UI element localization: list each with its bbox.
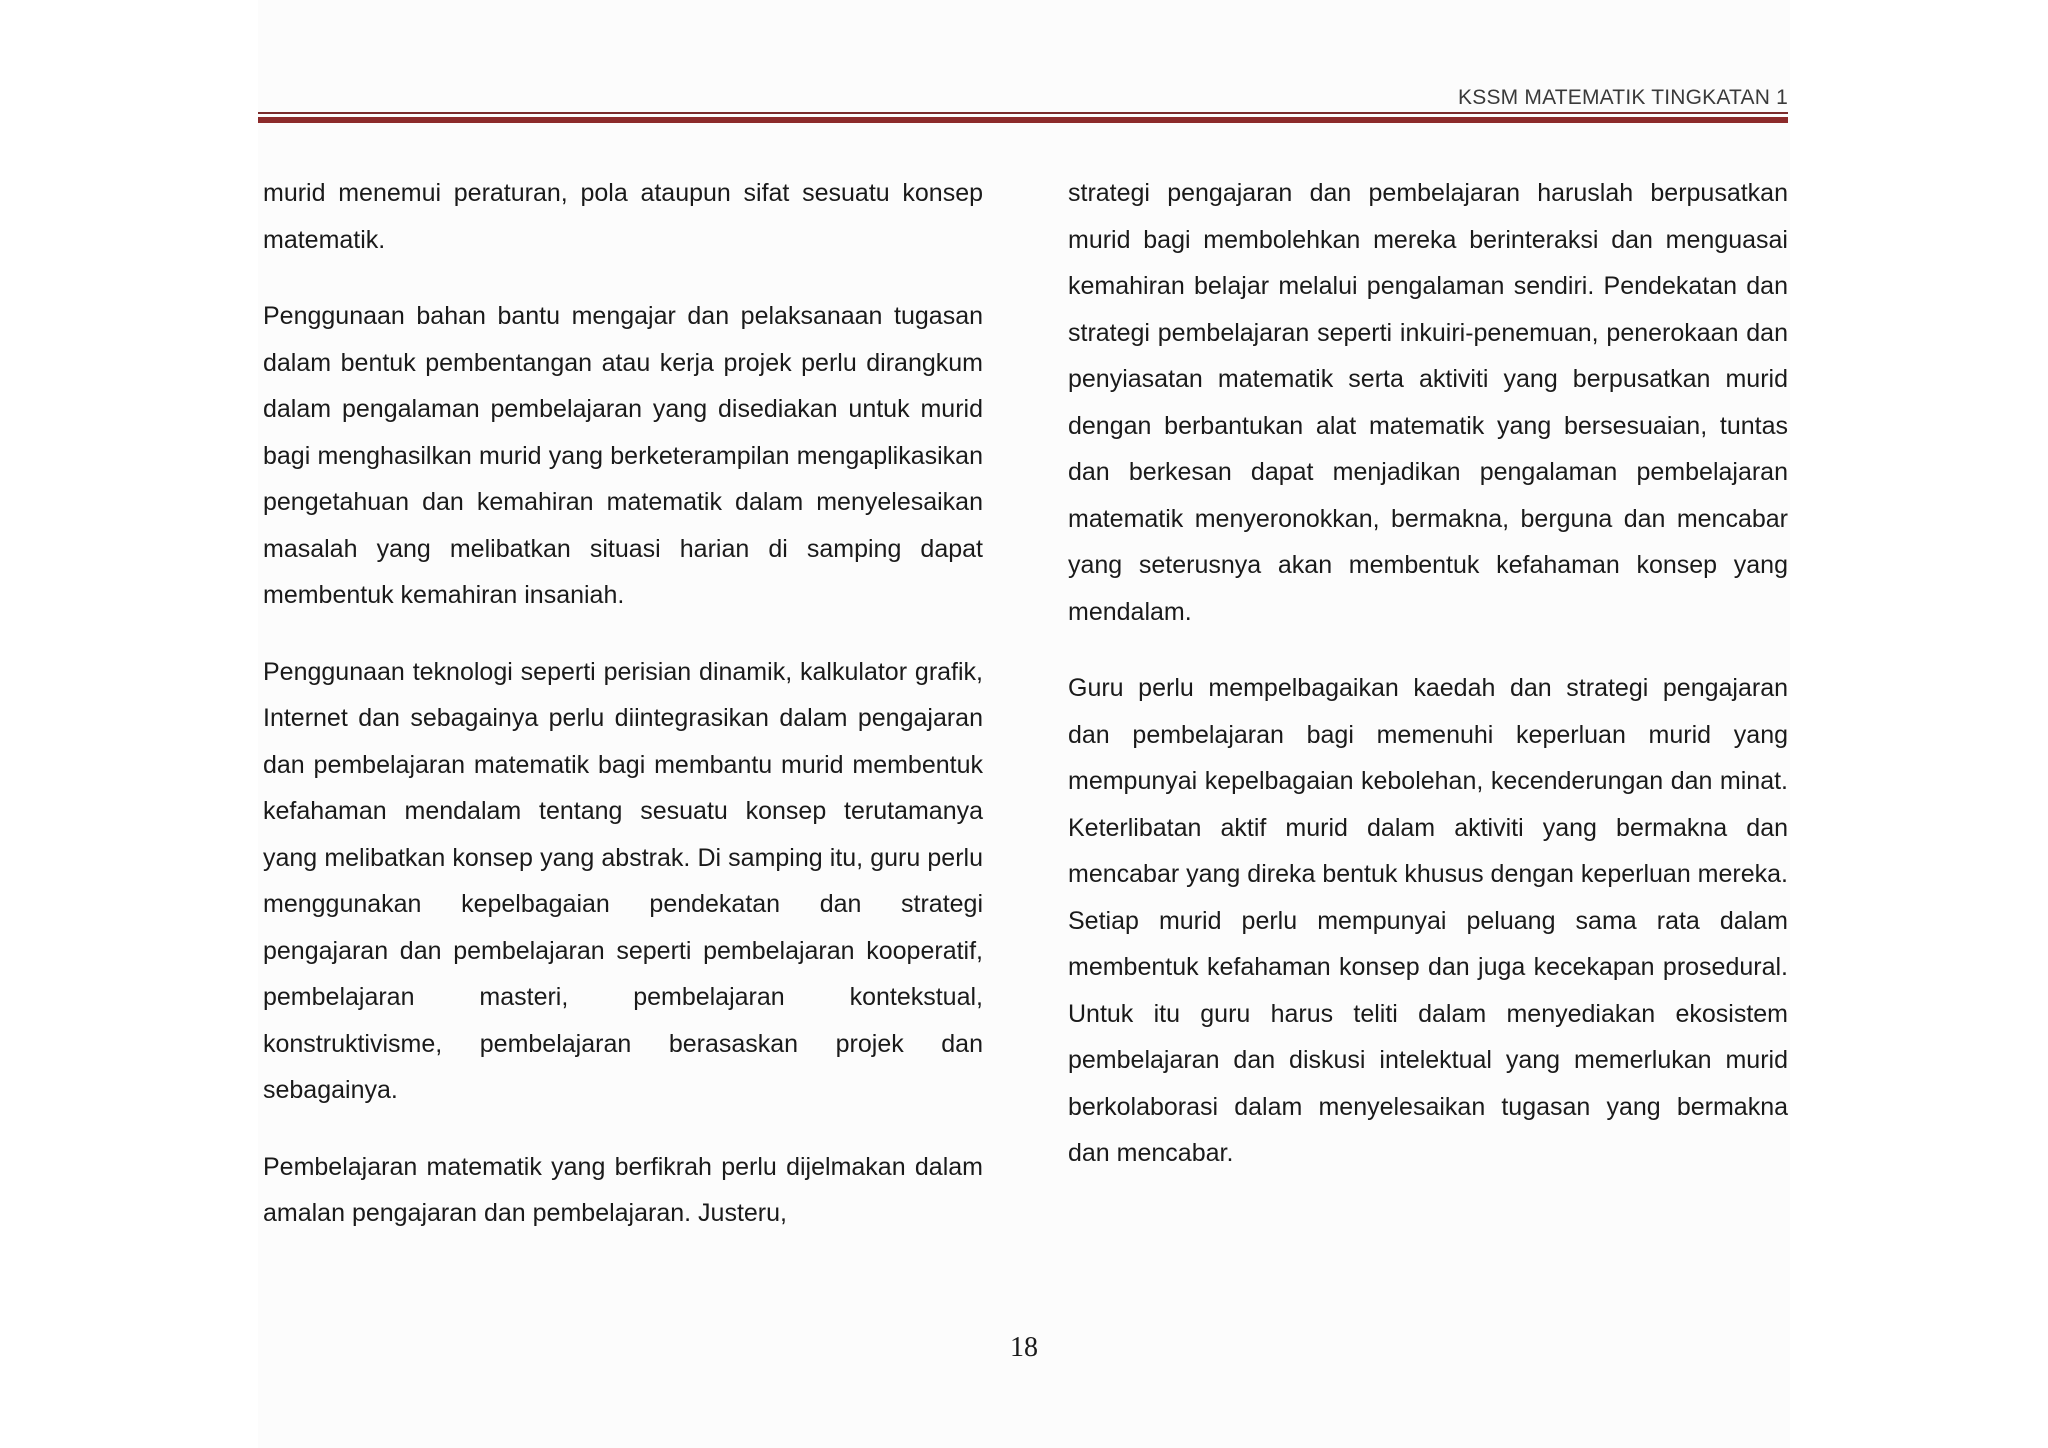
header-rule-thin	[258, 112, 1788, 114]
header-rule-thick	[258, 117, 1788, 123]
left-column	[263, 170, 983, 1267]
paragraph: Pembelajaran matematik yang berfikrah perlu dijelmakan dalam amalan pengajaran dan pembelajaran. Justeru,	[263, 1152, 983, 1227]
paragraph: Penggunaan teknologi seperti perisian dinamik, kalkulator grafik, Internet dan sebagainya perlu diintegrasikan dalam pengajaran dan pembelajaran matematik bagi membantu murid membentuk kefahaman mendalam tentang sesuatu konsep terutamanya yang melibatkan konsep yang abstrak. Di samping itu, guru perlu menggunakan kepelbagaian pendekatan dan strategi pengajaran dan pembelajaran seperti pembelajaran kooperatif, pembelajaran masteri, pembelajaran kontekstual, konstruktivisme, pembelajaran berasaskan projek dan sebagainya.	[263, 657, 983, 1104]
paragraph: strategi pengajaran dan pembelajaran haruslah berpusatkan murid bagi membolehkan mereka berinteraksi dan menguasai kemahiran belajar melalui pengalaman sendiri. Pendekatan dan strategi pembelajaran seperti inkuiri-penemuan, penerokaan dan penyiasatan matematik serta aktiviti yang berpusatkan murid dengan berbantukan alat matematik yang bersesuaian, tuntas dan berkesan dapat menjadikan pengalaman pembelajaran matematik menyeronokkan, bermakna, berguna dan mencabar yang seterusnya akan membentuk kefahaman konsep yang mendalam.	[1068, 179, 1788, 626]
paragraph: Guru perlu mempelbagaikan kaedah dan strategi pengajaran dan pembelajaran bagi memenuhi keperluan murid yang mempunyai kepelbagaian kebolehan, kecenderungan dan minat. Keterlibatan aktif murid dalam aktiviti yang bermakna dan mencabar yang direka bentuk khusus dengan keperluan mereka. Setiap murid perlu mempunyai peluang sama rata dalam membentuk kefahaman konsep dan juga kecekapan prosedural. Untuk itu guru harus teliti dalam menyediakan ekosistem pembelajaran dan diskusi intelektual yang memerlukan murid berkolaborasi dalam menyelesaikan tugasan yang bermakna dan mencabar.	[1068, 674, 1788, 1167]
header-title: KSSM MATEMATIK TINGKATAN 1	[1458, 86, 1788, 109]
page-number: 18	[1010, 1332, 1038, 1363]
paragraph: murid menemui peraturan, pola ataupun sifat sesuatu konsep matematik.	[263, 179, 983, 254]
paragraph: Penggunaan bahan bantu mengajar dan pelaksanaan tugasan dalam bentuk pembentangan atau kerja projek perlu dirangkum dalam pengalaman pembelajaran yang disediakan untuk murid bagi menghasilkan murid yang berketerampilan mengaplikasikan pengetahuan dan kemahiran matematik dalam menyelesaikan masalah yang melibatkan situasi harian di samping dapat membentuk kemahiran insaniah.	[263, 302, 983, 609]
right-column	[1068, 170, 1788, 1207]
